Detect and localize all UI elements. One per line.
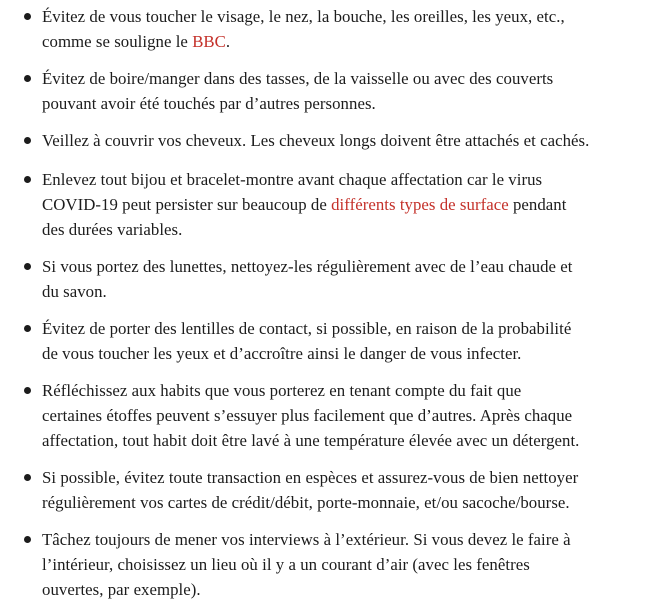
text-segment: des durées variables. xyxy=(42,220,183,239)
text-line xyxy=(42,341,656,366)
text-segment: Si possible, évitez toute transaction en espèces et assurez-vous de bien nettoyer xyxy=(42,468,579,487)
list-item xyxy=(42,167,656,242)
text-line xyxy=(42,254,656,279)
text-line xyxy=(42,192,656,217)
list-item xyxy=(42,4,656,54)
text-segment: régulièrement vos cartes de crédit/débit, porte-monnaie, et/ou sacoche/bourse. xyxy=(42,493,570,512)
text-segment: l’intérieur, choisissez un lieu où il y a un courant d’air (avec les fenêtres xyxy=(42,555,530,574)
text-line xyxy=(42,91,656,116)
text-segment: . xyxy=(225,32,231,51)
bullet-dot-icon xyxy=(24,474,31,481)
text-line xyxy=(42,378,656,403)
text-line xyxy=(42,279,656,304)
bullet-dot-icon xyxy=(24,263,31,270)
list-item xyxy=(42,465,656,515)
text-segment: Évitez de porter des lentilles de contact, si possible, en raison de la probabilité xyxy=(42,319,572,338)
text-line xyxy=(42,167,656,192)
text-segment: pouvant avoir été touchés par d’autres personnes. xyxy=(42,94,376,113)
text-segment: Veillez à couvrir vos cheveux. Les cheveux longs doivent être attachés et cachés. xyxy=(42,131,590,150)
text-line xyxy=(42,217,656,242)
text-segment: Tâchez toujours de mener vos interviews à l’extérieur. Si vous devez le faire à xyxy=(42,530,571,549)
text-segment: pendant xyxy=(508,195,567,214)
text-line xyxy=(42,552,656,577)
list-item xyxy=(42,128,656,153)
list-item xyxy=(42,316,656,366)
text-segment: Réfléchissez aux habits que vous porterez en tenant compte du fait que xyxy=(42,381,522,400)
bullet-dot-icon xyxy=(24,13,31,20)
bullet-dot-icon xyxy=(24,536,31,543)
text-line xyxy=(42,527,656,552)
text-line xyxy=(42,577,656,602)
text-segment: de vous toucher les yeux et d’accroître ainsi le danger de vous infecter. xyxy=(42,344,522,363)
text-segment: COVID-19 peut persister sur beaucoup de xyxy=(42,195,332,214)
text-segment: ouvertes, par exemple). xyxy=(42,580,201,599)
bullet-dot-icon xyxy=(24,176,31,183)
text-segment: affectation, tout habit doit être lavé à une température élevée avec un détergent. xyxy=(42,431,580,450)
bullet-dot-icon xyxy=(24,75,31,82)
bullet-dot-icon xyxy=(24,387,31,394)
text-line xyxy=(42,403,656,428)
bullet-dot-icon xyxy=(24,325,31,332)
text-line xyxy=(42,29,656,54)
text-segment: Enlevez tout bijou et bracelet-montre avant chaque affectation car le virus xyxy=(42,170,543,189)
text-line xyxy=(42,128,656,153)
text-line xyxy=(42,428,656,453)
text-line xyxy=(42,316,656,341)
text-line xyxy=(42,465,656,490)
text-line xyxy=(42,4,656,29)
list-item xyxy=(42,66,656,116)
text-line xyxy=(42,66,656,91)
inline-link[interactable]: BBC xyxy=(192,32,226,51)
list-item xyxy=(42,527,656,602)
text-segment: comme se souligne le xyxy=(42,32,193,51)
text-segment: Si vous portez des lunettes, nettoyez-les régulièrement avec de l’eau chaude et xyxy=(42,257,573,276)
list-item xyxy=(42,254,656,304)
text-segment: Évitez de boire/manger dans des tasses, de la vaisselle ou avec des couverts xyxy=(42,69,554,88)
text-segment: du savon. xyxy=(42,282,107,301)
list-item xyxy=(42,378,656,453)
text-line xyxy=(42,490,656,515)
inline-link[interactable]: différents types de surface xyxy=(331,195,509,214)
bullet-dot-icon xyxy=(24,137,31,144)
text-segment: Évitez de vous toucher le visage, le nez, la bouche, les oreilles, les yeux, etc., xyxy=(42,7,565,26)
text-segment: certaines étoffes peuvent s’essuyer plus facilement que d’autres. Après chaque xyxy=(42,406,573,425)
